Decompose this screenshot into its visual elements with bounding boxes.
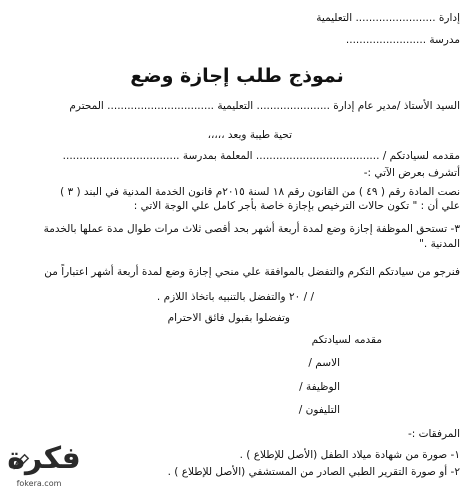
applicant-line: مقدمه لسيادتكم / ..................................... المعلمة بمدرسة ................................... [62,150,460,162]
attachment-item-1: ١- صورة من شهادة ميلاد الطفل (الأصل للإطلاع ) . [239,449,460,461]
greeting-line: تحية طيبة وبعد ،،،،، [207,129,292,141]
request-line-1: فنرجو من سيادتكم التكرم والتفضل بالموافقة علي منحي إجازة وضع لمدة أربعة أشهر اعتباراً من [44,266,460,278]
document-title: نموذج طلب إجازة وضع [130,65,344,87]
signature-job: الوظيفة / [299,381,340,393]
header-administration: إدارة ........................ التعليمية [316,12,460,24]
law-paragraph-line-2: علي أن : " تكون حالات الترخيص بإجازة خاصة بأجر كامل علي الوجة الاتي : [133,200,460,212]
signature-name: الاسم / [308,357,340,369]
clause-line-1: ٣- تستحق الموظفة إجازة وضع لمدة أربعة أشهر بحد أقصى ثلاث مرات طوال مدة عملها بالخدمة [43,223,460,235]
signature-phone: التليفون / [298,404,340,416]
law-paragraph-line-1: نصت المادة رقم ( ٤٩ ) من القانون رقم ١٨ لسنة ٢٠١٥م قانون الخدمة المدنية في البند ( ٣ ) [60,186,460,198]
attachment-item-2: ٢- أو صورة التقرير الطبي الصادر من المستشفي (الأصل للإطلاع ) . [167,466,460,478]
site-logo [6,441,82,489]
clause-line-2: المدنية ." [419,238,460,250]
attachments-heading: المرفقات :- [407,428,460,440]
signature-heading: مقدمه لسيادتكم [311,334,382,346]
closing-line: وتفضلوا بقبول فائق الاحترام [167,312,290,324]
logo-site-url: fokera.com [16,479,62,488]
logo-word: فكرة [7,441,81,476]
intro-line: أتشرف بعرض الآتي :- [363,167,460,179]
header-school: مدرسة ........................ [345,34,460,46]
addressee-line: السيد الأستاذ /مدير عام إدارة ...................... التعليمية ................................ المحترم [69,100,460,112]
request-line-2: / / ٢٠ والتفضل بالتنبيه باتخاذ اللازم . [156,291,314,303]
